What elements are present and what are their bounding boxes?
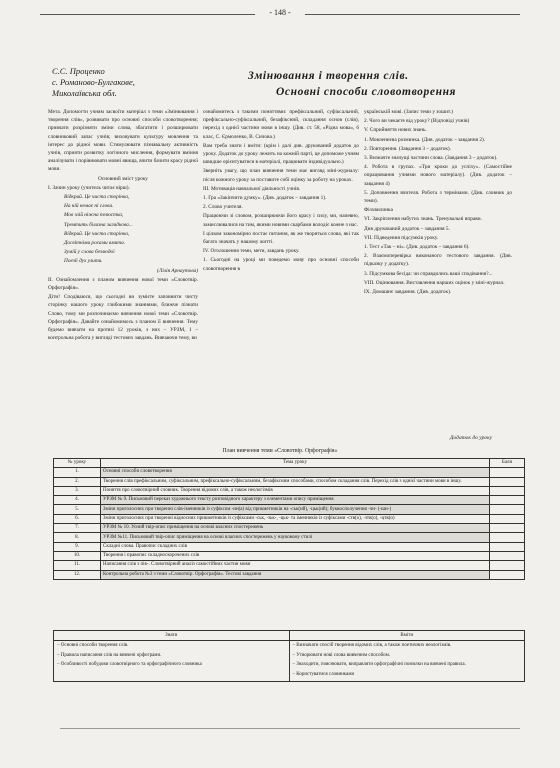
skills-cell — [289, 641, 525, 682]
lesson-number: 6. — [54, 514, 101, 523]
lesson-score-cell — [490, 570, 525, 579]
lesson-topic: УРЗМ № 10. Усний твір-опис приміщення на основі власних спостережень — [101, 524, 490, 533]
paragraph: VIII. Оцінювання. Виставлення нарших оцінок у міні-журнал. — [364, 279, 505, 286]
lesson-score-cell — [490, 505, 525, 514]
paragraph: IX. Домашнє завдання. (Див. додаток). — [364, 289, 452, 296]
paragraph: IV. Оголошення теми, мети, завдань уроку. — [203, 248, 300, 255]
lesson-topic: Творення слів префіксальним, суфіксальним, префіксально-суфіксальним, безафіксним способами, способом складання слів. Перехід слів з однієї частини мови в іншу. — [101, 477, 490, 486]
table-header-row — [54, 459, 525, 468]
header-rule-right — [305, 14, 520, 15]
paragraph: українській мові. (Запис теми у зошит.) — [364, 109, 453, 115]
section-heading: Основний зміст уроку — [98, 175, 148, 182]
plan-table — [53, 458, 525, 580]
author-name: С.С. Проценко — [52, 66, 105, 76]
author-region: Миколаївська обл. — [52, 88, 117, 98]
poem-line: Мов злій ніжна пелюстка, — [64, 212, 124, 219]
poem-line: Відкрий. Це чиста сторінка, — [64, 230, 130, 237]
paragraph: Працюючи зі словом, розширюючи його красу і силу, ми, напевно, замислювалися на тим, якими новими скарбами володіє кожне з нас. — [203, 213, 359, 228]
lesson-number: 11. — [54, 561, 101, 570]
lesson-topic: Основні способи словотворення — [101, 468, 490, 477]
lesson-number: 9. — [54, 542, 101, 551]
table-row — [54, 477, 525, 486]
list-item: – Користуватися словниками — [292, 671, 355, 677]
paragraph: Діти! Сподіваюся, що сьогодні ви зумієте заповнити чисту сторінку нашого уроку глибокими знаннями, ближче пізнати Слово, тому ми розпочинаємо вивчення нової теми «Словотвір. Орфографія». Давайте ознайомимось з планом її вивчення. Тему будемо вивчати на протязі 12 уроків, з них – УРЗМ, 1 – контрольна робота у вигляді тестових завдань. Вивчаючи тему, ви — [48, 294, 198, 342]
paragraph: V. Сприйняття нових знань. — [364, 127, 427, 134]
section-heading: Фізхвилинка — [364, 207, 393, 214]
bottom-rule — [60, 728, 520, 729]
lesson-number: 4. — [54, 496, 101, 505]
paragraph: ознайомитесь з такими поняттями: префіксальний, суфіксальний, префіксально-суфіксальний, безафіксний, складання основ (слів), перехід з однієї частини мови в іншу. (Див. ст. 58, «Рідна мова», 6 клас, С. Єрмоленко, В. Сичова.) — [203, 109, 359, 140]
paragraph: І цілком закономірно постає питання, як же творяться слова, які так багато значать у нашому житті. — [203, 230, 359, 246]
paragraph: І. Зачин уроку (учитель читає вірш). — [48, 184, 130, 191]
paragraph: 1. Тест «Так – ні». (Див. додаток – завдання 6). — [364, 244, 470, 251]
paragraph: 2. Повторення. (Завдання 3 – додаток). — [364, 145, 451, 152]
list-item: – Правила написання слів на вивчені орфограми. — [57, 652, 162, 658]
paragraph: 5. Доповнення вчителя. Робота з термінами. (Див. словник до теми). — [364, 189, 512, 205]
lesson-score-cell — [490, 524, 525, 533]
poem-line: Відкрий. Це чиста сторінка, — [64, 194, 130, 201]
lesson-topic: УРЗМ № 9. Письмовий переказ художнього тексту розповідного характеру з елементами опису приміщення — [101, 496, 490, 505]
poem-line: Зумій у слова безлюдої — [64, 249, 115, 256]
column-1 — [48, 108, 198, 343]
lesson-number: 5. — [54, 505, 101, 514]
lesson-score-cell — [490, 496, 525, 505]
lesson-number: 12. — [54, 570, 101, 579]
author-school: с. Романово-Булгакове, — [52, 77, 135, 87]
lesson-number: 1. — [54, 468, 101, 477]
author-block — [52, 66, 135, 99]
paragraph: VII. Підведення підсумків уроку. — [364, 234, 439, 241]
paragraph: VI. Закріплення набутих знань. Тренувальні вправи. — [364, 216, 482, 223]
paragraph: Вам треба знати і вміти: (крім і далі див. друкований додаток до уроку. Додаток до уроку лежить на кожній парті, це допоможе учням швидше орієнтуватися в матеріалі, працювати індивідуально.) — [203, 142, 359, 166]
lesson-topic: Контрольна робота №3 з теми «Словотвір. Орфографія». Тестові завдання — [101, 570, 490, 579]
table-row — [54, 486, 525, 495]
article-title-line-1: Змінювання і творення слів. — [248, 70, 409, 82]
table-row — [54, 561, 525, 570]
paragraph: Див друкований додаток – завдання 5. — [364, 225, 450, 232]
knowledge-skills-table — [53, 630, 525, 682]
lesson-topic: УРЗМ №11. Письмовий твір-опис приміщення на основі власних спостережень у науковому стилі — [101, 533, 490, 542]
paragraph: 2. Чого ви чекаєте від уроку? (Відповіді учнів) — [364, 118, 470, 125]
lesson-score-cell — [490, 477, 525, 486]
lesson-score-cell — [490, 533, 525, 542]
lesson-topic: Складні слова. Правопис складних слів — [101, 542, 490, 551]
lesson-topic: Зміни приголосних при творенні слів-іменників із суфіксом -ин(а) від прикметників на -ськ(ий), -цьк(ий); буквосполучення -чн- (-шн-) — [101, 505, 490, 514]
lesson-topic: Поняття про словотвірний словник. Творення відомих слів, а також неологізмів — [101, 486, 490, 495]
poem-line: На ній немає ні слова. — [64, 203, 114, 210]
appendix-label: Додаток до уроку — [450, 435, 493, 441]
column-header: Вміти — [289, 631, 525, 641]
table-row — [54, 551, 525, 560]
paragraph: 3. Підсумкова бесіда: чи справдились ваші сподівання?... — [364, 270, 493, 277]
plan-table-title: План вивчення теми «Словотвір. Орфографія» — [222, 448, 338, 454]
paragraph: ІІІ. Мотивація навчальної діяльності учнів. — [203, 185, 301, 192]
lesson-score-cell — [490, 561, 525, 570]
lesson-number: 10. — [54, 551, 101, 560]
table-header-row — [54, 631, 525, 641]
table-row — [54, 533, 525, 542]
column-3 — [364, 108, 512, 297]
table-row — [54, 542, 525, 551]
table-row — [54, 514, 525, 523]
lesson-score-cell — [490, 551, 525, 560]
list-item: – Визначати спосіб творення відомих слів, а також поетичних неологізмів. — [292, 643, 452, 648]
paragraph: ІІ. Ознайомлення з планом вивчення нової теми «Словотвір. Орфографія». — [48, 276, 198, 292]
paragraph: 1. Сьогодні на уроці ми поведемо мову про основні способи словотворення в — [203, 257, 359, 272]
column-header: Знати — [54, 631, 290, 641]
paragraph: 4. Робота в групах. «Три кроки до успіху». (Самостійне опрацювання учнями нового матеріалу). (Див. додаток – завдання 4) — [364, 164, 512, 187]
list-item: – Утворювати нові слова вивченим способом. — [292, 652, 390, 658]
column-header: Бали — [490, 459, 525, 468]
list-item: – Знаходити, пояснювати, виправляти орфографічні помилки на вивчені правила. — [292, 662, 466, 667]
table-row — [54, 570, 525, 579]
paragraph: 1. Гра «Закінчити думку». (Див. додаток – завдання 1). — [203, 195, 327, 202]
lesson-score-cell — [490, 468, 525, 477]
paragraph: 3. Визначте значущі частини слова. (Завдання 3 – додаток). — [364, 155, 498, 162]
lesson-topic: Творення і правопис складноскорочених слів — [101, 551, 490, 560]
poem — [48, 193, 198, 266]
poem-author: (Лілія Арнаутова) — [157, 267, 198, 274]
lesson-number: 2. — [54, 477, 101, 486]
poem-line: Поезії дух улити. — [64, 258, 103, 265]
lesson-score-cell — [490, 542, 525, 551]
lesson-number: 7. — [54, 524, 101, 533]
lesson-goal: Мета. Допомогти учням засвоїти матеріал з теми «Змінювання і творення слів», розвивати про основні способи словотворення; привчати розрізняти зміни слова, збагатити і розширювати словниковий запас учнів; виховувати культуру мовлення та інтерес до рідної мови. Стимулювати пізнавальну активність учнів, сприяти розвитку логічного мислення, формувати вміння аналізувати і порівнювати мовні явища, вчити бачити красу рідної мови. — [48, 109, 198, 173]
article-title-line-2: Основні способи словотворення — [276, 86, 457, 98]
list-item: – Особливості побудови словотвірного та орфографічного словника — [57, 662, 202, 667]
table-row — [54, 468, 525, 477]
column-header: № уроку — [54, 459, 101, 468]
paragraph: 2. Взаємоперевірка виконаного тестового завдання. (Див. підказку у додатку). — [364, 253, 512, 268]
paragraph: 1. Мовленнєва розминка. (Див. додаток – завдання 2). — [364, 136, 486, 143]
lesson-number: 3. — [54, 486, 101, 495]
table-row — [54, 641, 525, 682]
lesson-topic: Написання слів з пів-. Словотвірний аналіз самостійних частин мови — [101, 561, 490, 570]
lesson-score-cell — [490, 486, 525, 495]
poem-line: Тремтить білизна загадкова... — [64, 221, 133, 228]
table-row — [54, 496, 525, 505]
paragraph: 2. Слово учителя. — [203, 204, 243, 211]
lesson-number: 8. — [54, 533, 101, 542]
poem-line: Досвітніми росами вмита. — [64, 240, 126, 247]
paragraph: Зверніть увагу, що план вивчення теми має вигляд міні-журналу: після кожного уроку за поставите собі оцінку за роботу на уроках. — [203, 168, 359, 183]
page-number: - 148 - — [269, 8, 291, 17]
list-item: – Основні способи творення слів. — [57, 643, 129, 648]
table-row — [54, 505, 525, 514]
column-2 — [203, 108, 359, 274]
knowledge-cell — [54, 641, 290, 682]
lesson-topic: Зміни приголосних при творенні відносних прикметників із суфіксами -ськ, -зьк-, -цьк- та іменників із суфіксами -ств(о), -зтв(о), -цтв(о) — [101, 514, 490, 523]
table-row — [54, 524, 525, 533]
lesson-score-cell — [490, 514, 525, 523]
column-header: Тема уроку — [101, 459, 490, 468]
